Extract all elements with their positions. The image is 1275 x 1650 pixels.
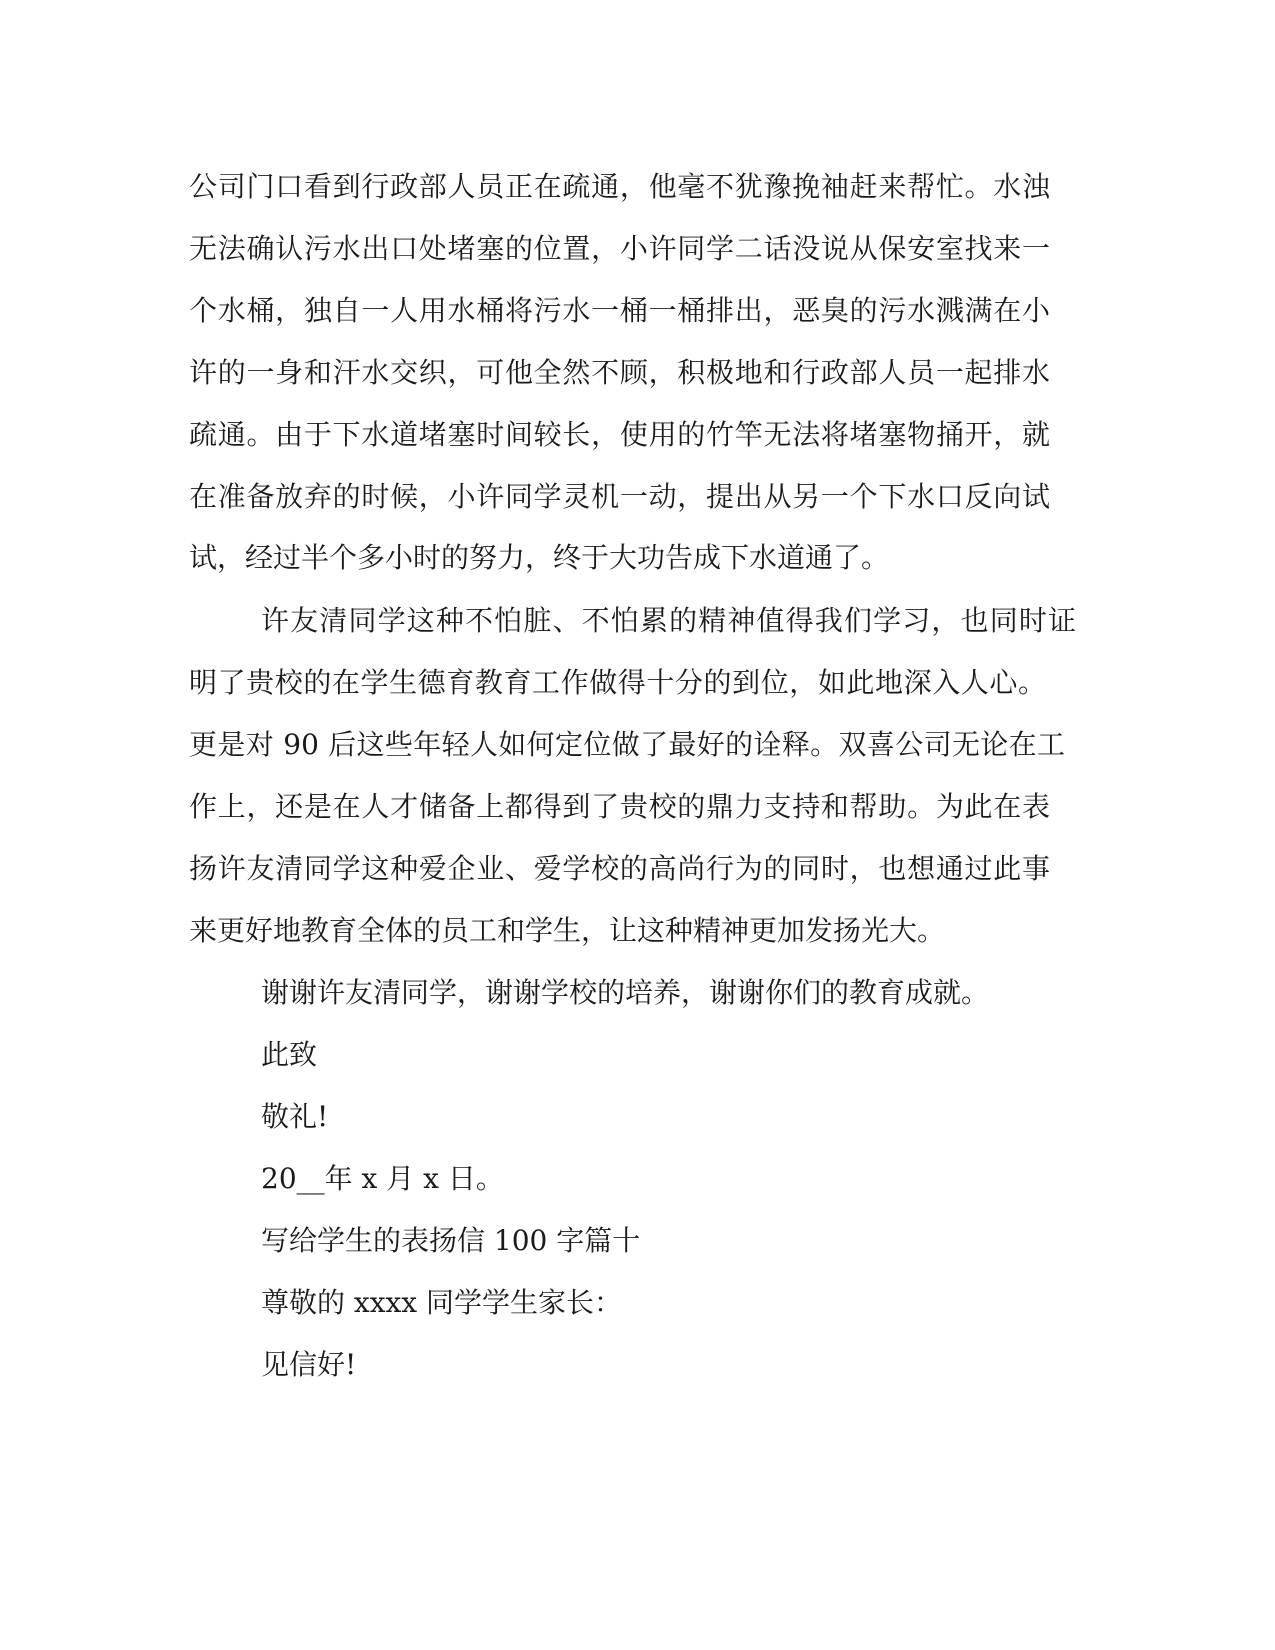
greeting-line: 尊敬的 xxxx 同学学生家长： [261, 1286, 622, 1319]
body-text-line: 作上，还是在人才储备上都得到了贵校的鼎力支持和帮助。为此在表 [189, 790, 1050, 823]
body-text-line: 无法确认污水出口处堵塞的位置，小许同学二话没说从保安室找来一 [189, 232, 1050, 265]
closing-line: 此致 [261, 1038, 318, 1071]
salutation-line: 敬礼! [261, 1100, 329, 1133]
body-text-line: 明了贵校的在学生德育教育工作做得十分的到位，如此地深入人心。 [189, 666, 1046, 699]
body-text-line: 来更好地教育全体的员工和学生，让这种精神更加发扬光大。 [189, 914, 946, 947]
body-text-line: 公司门口看到行政部人员正在疏通，他毫不犹豫挽袖赶来帮忙。水浊 [189, 170, 1050, 203]
body-text-line: 许的一身和汗水交织，可他全然不顾，积极地和行政部人员一起排水 [189, 356, 1050, 389]
body-text-line: 疏通。由于下水道堵塞时间较长，使用的竹竿无法将堵塞物捅开，就 [189, 418, 1050, 451]
body-text-line: 试，经过半个多小时的努力，终于大功告成下水道通了。 [189, 541, 890, 574]
opening-line: 见信好! [261, 1348, 357, 1381]
body-text-line: 更是对 90 后这些年轻人如何定位做了最好的诠释。双喜公司无论在工 [189, 728, 1065, 761]
section-heading: 写给学生的表扬信 100 字篇十 [261, 1224, 641, 1257]
body-text-line: 在准备放弃的时候，小许同学灵机一动，提出从另一个下水口反向试 [189, 480, 1050, 513]
date-line: 20__年 x 月 x 日。 [261, 1162, 504, 1195]
body-text-line: 扬许友清同学这种爱企业、爱学校的高尚行为的同时，也想通过此事 [189, 852, 1050, 885]
thanks-line: 谢谢许友清同学，谢谢学校的培养，谢谢你们的教育成就。 [261, 976, 990, 1009]
body-text-line: 个水桶，独自一人用水桶将污水一桶一桶排出，恶臭的污水溅满在小 [189, 294, 1050, 327]
body-text-line: 许友清同学这种不怕脏、不怕累的精神值得我们学习，也同时证 [261, 604, 1076, 637]
